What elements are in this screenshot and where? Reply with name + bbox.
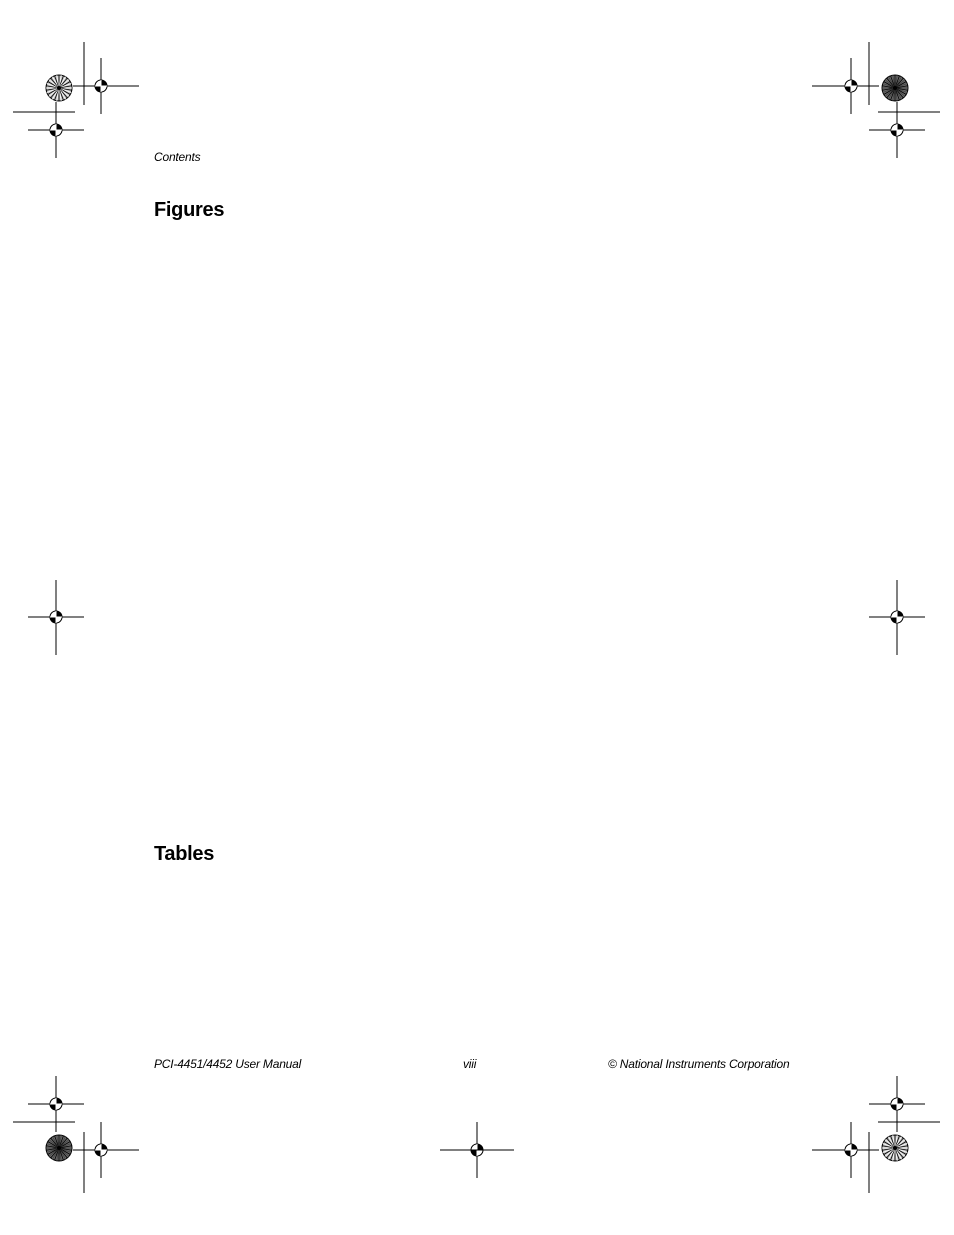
color-registration-icon — [882, 1135, 908, 1161]
registration-target-icon — [28, 102, 84, 158]
footer-page-number: viii — [463, 1057, 477, 1071]
color-registration-icon — [882, 75, 908, 101]
color-registration-icon — [46, 1135, 72, 1161]
registration-target-icon — [869, 102, 925, 158]
tables-heading: Tables — [154, 843, 215, 865]
registration-target-icon — [28, 1076, 84, 1132]
registration-target-icon — [869, 589, 925, 645]
registration-target-icon — [869, 1076, 925, 1132]
registration-target-icon — [28, 589, 84, 645]
figures-heading: Figures — [154, 199, 225, 221]
footer-manual-title: PCI-4451/4452 User Manual — [154, 1057, 302, 1071]
color-registration-icon — [46, 75, 72, 101]
running-head: Contents — [154, 150, 201, 164]
footer-copyright: © National Instruments Corporation — [608, 1057, 790, 1071]
